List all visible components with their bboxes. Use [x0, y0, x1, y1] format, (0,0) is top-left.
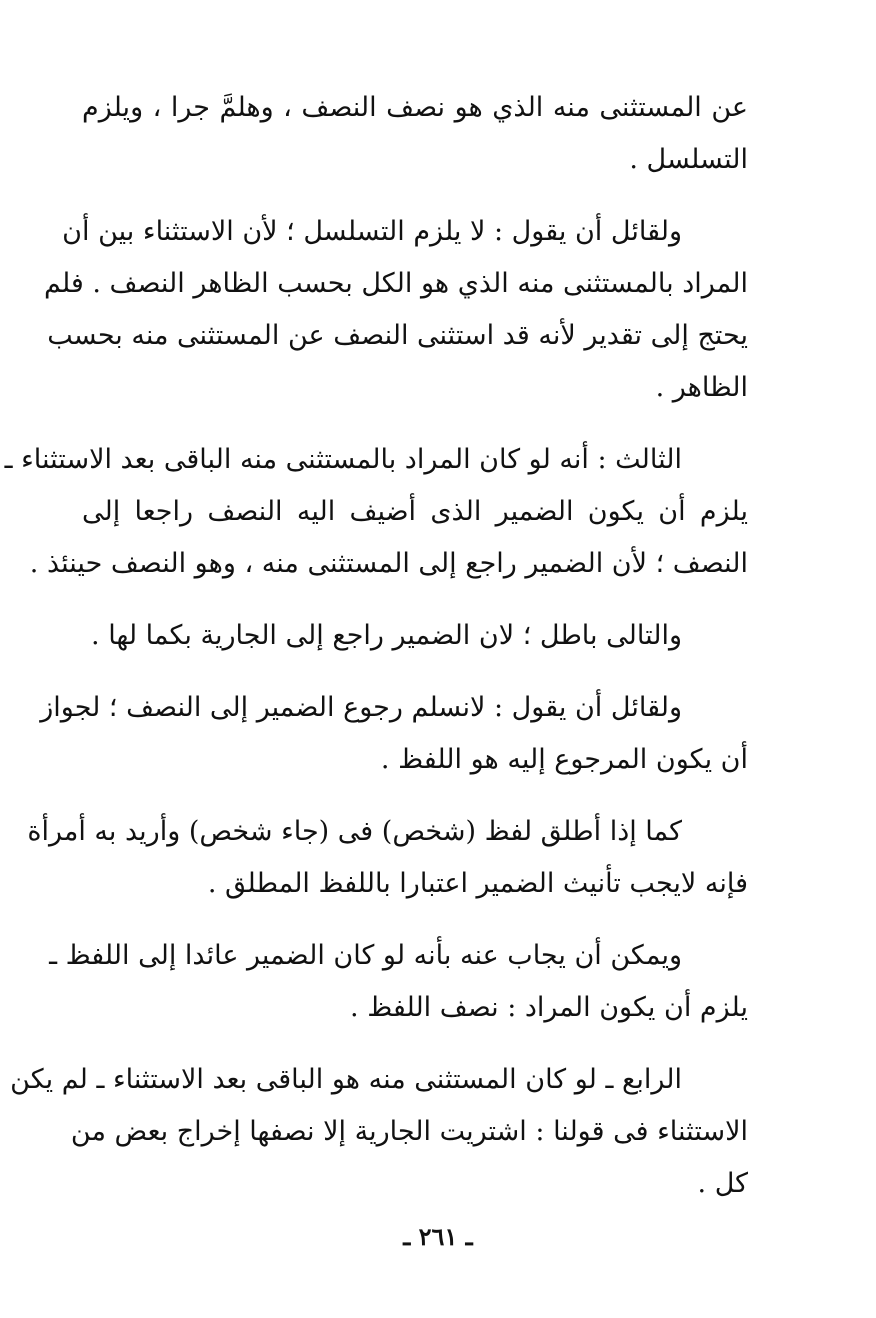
text-line: يحتج إلى تقدير لأنه قد استثنى النصف عن المستثنى منه بحسب — [47, 320, 748, 351]
text-line: يلزم أن يكون المراد : نصف اللفظ . — [350, 992, 748, 1023]
text-line: عن المستثنى منه الذي هو نصف النصف ، وهلمَّ جرا ، ويلزم — [82, 92, 748, 123]
text-line: يلزم أن يكون الضمير الذى أضيف اليه النصف راجعا إلى — [82, 496, 748, 527]
text-line: المراد بالمستثنى منه الذي هو الكل بحسب الظاهر النصف . فلم — [43, 268, 748, 299]
text-line: النصف ؛ لأن الضمير راجع إلى المستثنى منه ، وهو النصف حينئذ . — [29, 548, 748, 579]
paragraph-8 — [10, 1054, 748, 1210]
page-body — [4, 82, 748, 1230]
text-line: فإنه لايجب تأنيث الضمير اعتبارا باللفظ المطلق . — [207, 868, 748, 899]
text-line: أن يكون المرجوع إليه هو اللفظ . — [380, 744, 748, 775]
paragraph-2 — [43, 206, 748, 414]
text-line: الظاهر . — [655, 372, 748, 403]
paragraph-5 — [40, 682, 748, 786]
text-line: الثالث : أنه لو كان المراد بالمستثنى منه الباقى بعد الاستثناء ـ — [4, 444, 682, 475]
page-number: ـ ٢٦١ ـ — [403, 1222, 473, 1251]
text-line: الرابع ـ لو كان المستثنى منه هو الباقى بعد الاستثناء ـ لم يكن — [10, 1064, 682, 1095]
text-line: ولقائل أن يقول : لا يلزم التسلسل ؛ لأن الاستثناء بين أن — [62, 216, 682, 247]
paragraph-4 — [82, 610, 748, 662]
text-line: ويمكن أن يجاب عنه بأنه لو كان الضمير عائدا إلى اللفظ ـ — [49, 940, 682, 971]
paragraph-3 — [4, 434, 748, 590]
text-line: كما إذا أطلق لفظ (شخص) فى (جاء شخص) وأريد به أمرأة — [27, 816, 682, 847]
paragraph-6 — [27, 806, 748, 910]
text-line: الاستثناء فى قولنا : اشتريت الجارية إلا نصفها إخراج بعض من — [70, 1116, 748, 1147]
text-line: والتالى باطل ؛ لان الضمير راجع إلى الجارية بكما لها . — [91, 620, 682, 651]
text-line: ولقائل أن يقول : لانسلم رجوع الضمير إلى النصف ؛ لجواز — [40, 692, 682, 723]
text-line: كل . — [697, 1168, 748, 1199]
text-line: التسلسل . — [629, 144, 748, 175]
paragraph-1 — [82, 82, 748, 186]
paragraph-7 — [49, 930, 748, 1034]
